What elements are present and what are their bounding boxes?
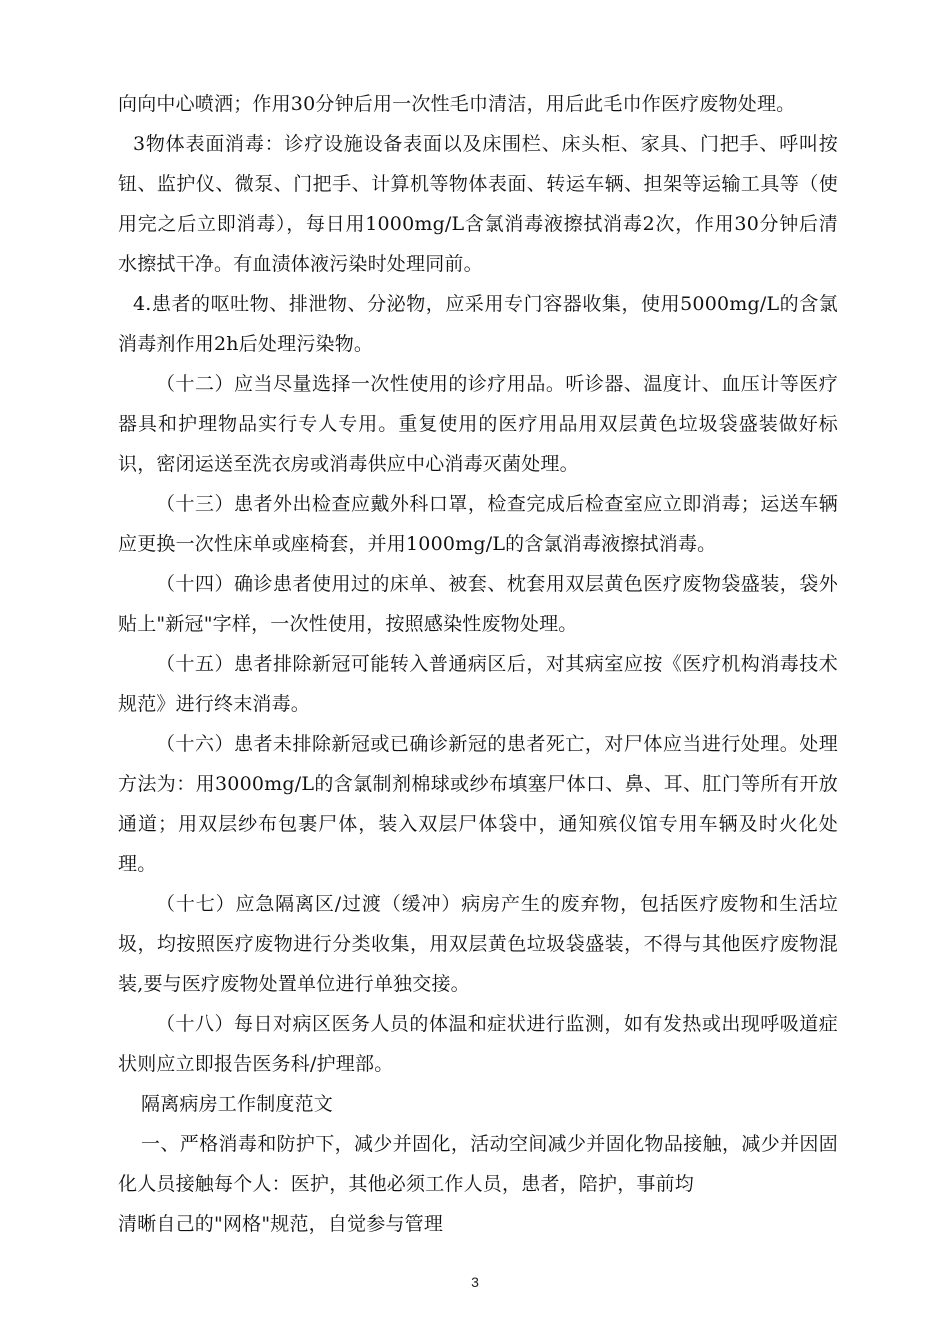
paragraph-continuation: 向向中心喷洒；作用30分钟后用一次性毛巾清洁，用后此毛巾作医疗废物处理。 bbox=[118, 93, 796, 115]
paragraph-item-18: （十八）每日对病区医务人员的体温和症状进行监测，如有发热或出现呼吸道症状则应立即报告医务科/护理部。 bbox=[118, 1013, 838, 1075]
paragraph-section-one-continued: 清晰自己的"网格"规范，自觉参与管理 bbox=[118, 1213, 444, 1235]
paragraph-item-17: （十七）应急隔离区/过渡（缓冲）病房产生的废弃物，包括医疗废物和生活垃圾，均按照医疗废物进行分类收集，用双层黄色垃圾袋盛装，不得与其他医疗废物混装,要与医疗废物处置单位进行单独交接。 bbox=[118, 893, 838, 995]
paragraph-item-12: （十二）应当尽量选择一次性使用的诊疗用品。听诊器、温度计、血压计等医疗器具和护理物品实行专人专用。重复使用的医疗用品用双层黄色垃圾袋盛装做好标识，密闭运送至洗衣房或消毒供应中心消毒灭菌处理。 bbox=[118, 373, 838, 475]
paragraph-section-one: 一、严格消毒和防护下，减少并固化，活动空间减少并固化物品接触，减少并因固化人员接触每个人：医护，其他必须工作人员，患者，陪护，事前均 bbox=[118, 1133, 838, 1195]
page-number: 3 bbox=[471, 1274, 479, 1290]
paragraph-surface-disinfection: 3物体表面消毒：诊疗设施设备表面以及床围栏、床头柜、家具、门把手、呼叫按钮、监护仪、微泵、门把手、计算机等物体表面、转运车辆、担架等运输工具等（使用完之后立即消毒），每日用1000mg/L含氯消毒液擦拭消毒2次，作用30分钟后清水擦拭干净。有血渍体液污染时处理同前。 bbox=[118, 133, 838, 275]
paragraph-patient-waste: 4.患者的呕吐物、排泄物、分泌物，应采用专门容器收集，使用5000mg/L的含氯消毒剂作用2h后处理污染物。 bbox=[118, 293, 838, 355]
paragraph-item-16: （十六）患者未排除新冠或已确诊新冠的患者死亡，对尸体应当进行处理。处理方法为：用3000mg/L的含氯制剂棉球或纱布填塞尸体口、鼻、耳、肛门等所有开放通道；用双层纱布包裹尸体，装入双层尸体袋中，通知殡仪馆专用车辆及时火化处理。 bbox=[118, 733, 838, 875]
paragraph-item-14: （十四）确诊患者使用过的床单、被套、枕套用双层黄色医疗废物袋盛装，袋外贴上"新冠"字样，一次性使用，按照感染性废物处理。 bbox=[118, 573, 838, 635]
paragraph-item-15: （十五）患者排除新冠可能转入普通病区后，对其病室应按《医疗机构消毒技术规范》进行终末消毒。 bbox=[118, 653, 838, 715]
paragraph-item-13: （十三）患者外出检查应戴外科口罩，检查完成后检查室应立即消毒；运送车辆应更换一次性床单或座椅套，并用1000mg/L的含氯消毒液擦拭消毒。 bbox=[118, 493, 838, 555]
section-heading: 隔离病房工作制度范文 bbox=[141, 1093, 334, 1115]
document-body bbox=[118, 84, 838, 1244]
